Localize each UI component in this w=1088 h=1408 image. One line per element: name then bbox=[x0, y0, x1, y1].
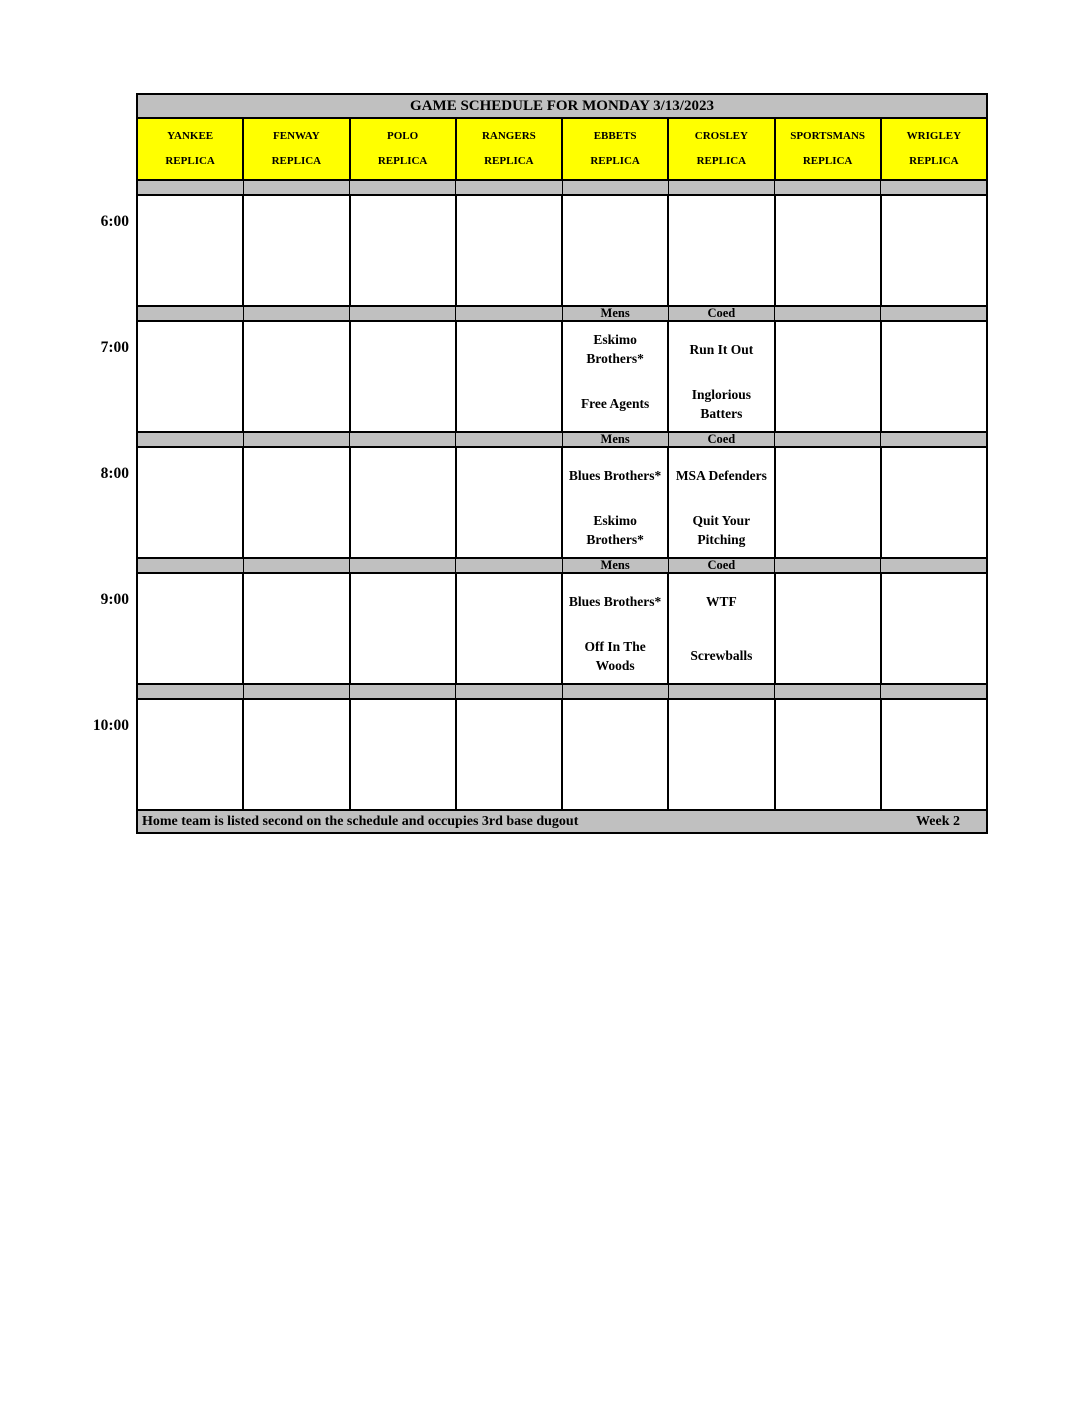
home-team bbox=[351, 251, 455, 306]
away-team bbox=[138, 700, 242, 755]
division-label bbox=[137, 432, 243, 447]
away-team bbox=[882, 448, 986, 503]
schedule-cell bbox=[668, 699, 774, 810]
footer-row bbox=[90, 810, 987, 833]
division-label bbox=[137, 180, 243, 195]
schedule-cell bbox=[137, 195, 243, 306]
venue-name: FENWAY bbox=[273, 130, 320, 142]
schedule-cell bbox=[881, 321, 987, 432]
gutter-cell bbox=[90, 306, 137, 321]
division-label: Mens bbox=[562, 432, 668, 447]
schedule-cell bbox=[881, 195, 987, 306]
schedule-cell bbox=[243, 321, 349, 432]
home-team: Quit Your Pitching bbox=[692, 512, 751, 547]
away-team bbox=[457, 322, 561, 377]
venue-type: REPLICA bbox=[909, 155, 959, 167]
venue-type: REPLICA bbox=[271, 155, 322, 167]
venue-name: WRIGLEY bbox=[906, 130, 962, 142]
division-label bbox=[137, 558, 243, 573]
home-team bbox=[244, 629, 348, 684]
schedule-cell bbox=[775, 699, 881, 810]
venue-header-sportsmans bbox=[775, 118, 881, 180]
division-row-600 bbox=[90, 180, 987, 195]
away-team bbox=[776, 322, 880, 377]
schedule-cell bbox=[668, 447, 774, 558]
schedule-cell bbox=[881, 573, 987, 684]
away-team bbox=[138, 448, 242, 503]
home-team: Eskimo Brothers* bbox=[586, 512, 644, 547]
home-team bbox=[351, 377, 455, 432]
away-team bbox=[244, 322, 348, 377]
schedule-cell bbox=[456, 573, 562, 684]
home-team bbox=[882, 503, 986, 558]
division-row-1000 bbox=[90, 684, 987, 699]
schedule-cell bbox=[562, 447, 668, 558]
division-label bbox=[775, 180, 881, 195]
home-team bbox=[669, 251, 773, 306]
schedule-cell bbox=[350, 573, 456, 684]
away-team bbox=[351, 196, 455, 251]
venue-header-row bbox=[90, 118, 987, 180]
away-team bbox=[669, 700, 773, 755]
venue-type: REPLICA bbox=[696, 155, 747, 167]
time-label: 8:00 bbox=[100, 465, 129, 482]
schedule-cell bbox=[775, 321, 881, 432]
week-badge: Week 2 bbox=[916, 814, 960, 829]
venue-name: EBBETS bbox=[593, 130, 637, 142]
home-team bbox=[138, 629, 242, 684]
time-label: 10:00 bbox=[92, 717, 129, 734]
away-team bbox=[882, 322, 986, 377]
schedule-cell bbox=[137, 699, 243, 810]
venue-type: REPLICA bbox=[484, 155, 534, 167]
time-row-600 bbox=[90, 195, 987, 306]
venue-type: REPLICA bbox=[590, 155, 640, 167]
venue-header-ebbets bbox=[562, 118, 668, 180]
venue-type: REPLICA bbox=[377, 155, 428, 167]
venue-header-fenway bbox=[243, 118, 349, 180]
home-team: Off In The Woods bbox=[584, 638, 646, 673]
schedule-cell bbox=[881, 699, 987, 810]
away-team bbox=[776, 700, 880, 755]
gutter-cell bbox=[90, 558, 137, 573]
division-label: Coed bbox=[668, 558, 774, 573]
home-team bbox=[882, 755, 986, 810]
home-team bbox=[882, 377, 986, 432]
time-label: 7:00 bbox=[100, 339, 129, 356]
venue-header-wrigley bbox=[881, 118, 987, 180]
schedule-cell bbox=[350, 447, 456, 558]
away-team bbox=[244, 574, 348, 629]
division-label bbox=[668, 180, 774, 195]
division-label bbox=[243, 558, 349, 573]
home-team bbox=[457, 251, 561, 306]
venue-name: YANKEE bbox=[167, 130, 214, 142]
division-label bbox=[775, 558, 881, 573]
away-team bbox=[244, 448, 348, 503]
home-team bbox=[776, 503, 880, 558]
home-team bbox=[669, 755, 773, 810]
time-row-800 bbox=[90, 447, 987, 558]
home-team bbox=[244, 251, 348, 306]
division-label bbox=[350, 306, 456, 321]
division-label bbox=[243, 180, 349, 195]
division-label bbox=[881, 558, 987, 573]
division-label bbox=[881, 432, 987, 447]
division-label bbox=[243, 306, 349, 321]
division-label bbox=[350, 180, 456, 195]
schedule-sheet bbox=[90, 93, 988, 834]
home-team bbox=[882, 251, 986, 306]
away-team bbox=[882, 700, 986, 755]
schedule-cell bbox=[456, 195, 562, 306]
division-label bbox=[456, 684, 562, 699]
away-team bbox=[776, 448, 880, 503]
away-team bbox=[351, 574, 455, 629]
away-team bbox=[244, 196, 348, 251]
away-team bbox=[457, 700, 561, 755]
schedule-cell bbox=[775, 447, 881, 558]
division-label bbox=[881, 306, 987, 321]
away-team bbox=[776, 196, 880, 251]
home-team bbox=[244, 377, 348, 432]
home-team bbox=[138, 251, 242, 306]
venue-header-polo bbox=[350, 118, 456, 180]
schedule-cell bbox=[881, 447, 987, 558]
division-label bbox=[243, 432, 349, 447]
schedule-cell bbox=[668, 321, 774, 432]
home-team: Screwballs bbox=[690, 648, 753, 664]
division-label bbox=[881, 180, 987, 195]
time-row-700 bbox=[90, 321, 987, 432]
away-team bbox=[138, 322, 242, 377]
schedule-cell bbox=[456, 447, 562, 558]
venue-name: RANGERS bbox=[481, 130, 536, 142]
away-team: Blues Brothers* bbox=[568, 593, 662, 609]
schedule-cell bbox=[137, 447, 243, 558]
division-label: Mens bbox=[562, 306, 668, 321]
division-label bbox=[775, 432, 881, 447]
away-team bbox=[563, 700, 667, 755]
schedule-cell bbox=[562, 321, 668, 432]
home-team: Inglorious Batters bbox=[691, 386, 752, 421]
away-team bbox=[776, 574, 880, 629]
division-label bbox=[562, 180, 668, 195]
schedule-cell bbox=[350, 321, 456, 432]
home-team bbox=[776, 251, 880, 306]
home-team bbox=[351, 629, 455, 684]
division-label: Mens bbox=[562, 558, 668, 573]
home-team bbox=[351, 755, 455, 810]
schedule-cell bbox=[137, 321, 243, 432]
venue-name: CROSLEY bbox=[694, 130, 748, 142]
home-team bbox=[457, 629, 561, 684]
home-team bbox=[457, 503, 561, 558]
home-team bbox=[457, 377, 561, 432]
venue-header-yankee bbox=[137, 118, 243, 180]
away-team bbox=[138, 574, 242, 629]
away-team bbox=[457, 448, 561, 503]
time-label: 9:00 bbox=[100, 591, 129, 608]
time-row-900 bbox=[90, 573, 987, 684]
home-team bbox=[776, 377, 880, 432]
schedule-cell bbox=[243, 573, 349, 684]
time-row-1000 bbox=[90, 699, 987, 810]
away-team bbox=[351, 322, 455, 377]
away-team: MSA Defenders bbox=[675, 467, 767, 483]
home-team bbox=[776, 755, 880, 810]
division-label bbox=[456, 558, 562, 573]
away-team: Eskimo Brothers* bbox=[586, 332, 644, 367]
schedule-cell bbox=[775, 195, 881, 306]
away-team bbox=[563, 196, 667, 251]
gutter-cell bbox=[90, 684, 137, 699]
away-team bbox=[457, 196, 561, 251]
home-team bbox=[882, 629, 986, 684]
schedule-cell bbox=[562, 195, 668, 306]
division-row-900 bbox=[90, 558, 987, 573]
home-team bbox=[138, 755, 242, 810]
schedule-cell bbox=[350, 699, 456, 810]
home-team bbox=[138, 377, 242, 432]
division-label bbox=[137, 306, 243, 321]
gutter-cell bbox=[90, 180, 137, 195]
division-label bbox=[350, 684, 456, 699]
home-team bbox=[776, 629, 880, 684]
schedule-cell bbox=[562, 573, 668, 684]
division-label: Coed bbox=[668, 432, 774, 447]
away-team: Run It Out bbox=[689, 341, 754, 357]
home-team bbox=[563, 251, 667, 306]
division-label bbox=[137, 684, 243, 699]
home-team bbox=[138, 503, 242, 558]
gutter-cell bbox=[90, 94, 137, 118]
schedule-cell bbox=[562, 699, 668, 810]
venue-type: REPLICA bbox=[165, 155, 215, 167]
division-row-700 bbox=[90, 306, 987, 321]
away-team bbox=[138, 196, 242, 251]
schedule-footer bbox=[137, 810, 987, 833]
home-team: Free Agents bbox=[580, 396, 650, 412]
schedule-cell bbox=[456, 321, 562, 432]
division-label bbox=[456, 306, 562, 321]
schedule-cell bbox=[668, 195, 774, 306]
schedule-cell bbox=[137, 573, 243, 684]
gutter-cell bbox=[90, 810, 137, 833]
title-row bbox=[90, 94, 987, 118]
division-label bbox=[775, 684, 881, 699]
division-label bbox=[456, 180, 562, 195]
away-team bbox=[244, 700, 348, 755]
home-team bbox=[351, 503, 455, 558]
division-label: Coed bbox=[668, 306, 774, 321]
home-team bbox=[457, 755, 561, 810]
away-team: WTF bbox=[705, 593, 737, 609]
gutter-cell bbox=[90, 432, 137, 447]
away-team: Blues Brothers* bbox=[568, 467, 662, 483]
footer-note: Home team is listed second on the schedule and occupies 3rd base dugout bbox=[142, 814, 579, 829]
time-label: 6:00 bbox=[100, 213, 129, 230]
gutter-cell bbox=[90, 118, 137, 180]
away-team bbox=[457, 574, 561, 629]
division-label bbox=[668, 684, 774, 699]
away-team bbox=[882, 574, 986, 629]
away-team bbox=[351, 700, 455, 755]
home-team bbox=[244, 755, 348, 810]
division-label bbox=[562, 684, 668, 699]
schedule-cell bbox=[350, 195, 456, 306]
division-label bbox=[881, 684, 987, 699]
home-team bbox=[563, 755, 667, 810]
schedule-title: GAME SCHEDULE FOR MONDAY 3/13/2023 bbox=[137, 94, 987, 118]
division-label bbox=[350, 432, 456, 447]
venue-header-crosley bbox=[668, 118, 774, 180]
venue-name: POLO bbox=[387, 130, 419, 142]
schedule-cell bbox=[668, 573, 774, 684]
division-label bbox=[350, 558, 456, 573]
away-team bbox=[669, 196, 773, 251]
away-team bbox=[882, 196, 986, 251]
schedule-table bbox=[90, 93, 988, 834]
venue-type: REPLICA bbox=[802, 155, 853, 167]
schedule-cell bbox=[243, 447, 349, 558]
schedule-cell bbox=[243, 699, 349, 810]
division-row-800 bbox=[90, 432, 987, 447]
division-label bbox=[456, 432, 562, 447]
schedule-cell bbox=[456, 699, 562, 810]
division-label bbox=[243, 684, 349, 699]
division-label bbox=[775, 306, 881, 321]
schedule-cell bbox=[775, 573, 881, 684]
venue-header-rangers bbox=[456, 118, 562, 180]
away-team bbox=[351, 448, 455, 503]
venue-name: SPORTSMANS bbox=[790, 130, 866, 142]
home-team bbox=[244, 503, 348, 558]
schedule-cell bbox=[243, 195, 349, 306]
